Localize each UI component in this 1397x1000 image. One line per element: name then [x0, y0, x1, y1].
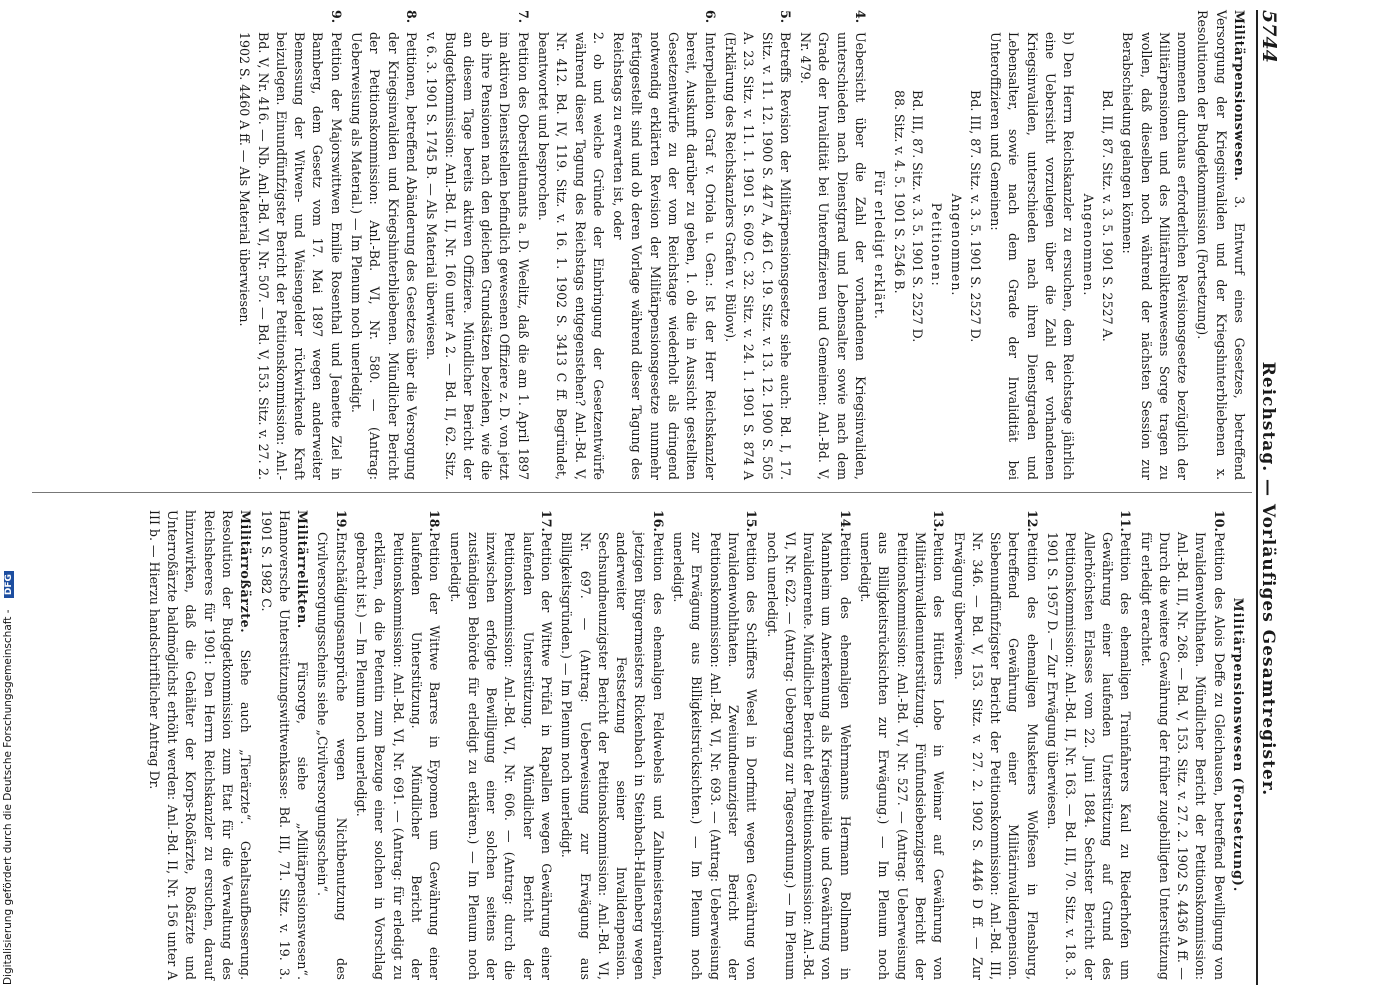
aerzte-entry [144, 510, 254, 980]
item-text: Petition des Oberstleutnants a. D. Weelitz, daß die am 1. April 1897 im aktiven Dienststellen befindlich gewesenen Offiziere z. D. von jetzt ab ihre Pensionen nach den gleichen Grundsätzen beziehen, wie die an diesem Tage bereits aktiven Offiziere. Mündlicher Bericht der Budgetkommission: Anl.-Bd. II, Nr. 160 unter A 2. — Bd. II, 62. Sitz. v. 6. 3. 1901 S. 1745 B. — Als Material überwiesen. [424, 32, 531, 480]
left-intro [1193, 10, 1248, 480]
item-text: Petition des Schiffers Wesel in Dorfmitt wegen Gewährung von Invalidenwohlthaten. Zweiundneunzigster Bericht der Petitionskommission: Anl.-Bd. VI, Nr. 693. — (Antrag: Ueberweisung zur Erwägung aus Billigkeitsrücksichten.) — Im Plenum noch unerledigt. [671, 532, 760, 980]
item-text: Uebersicht über die Zahl der vorhandenen Kriegsinvaliden, unterschieden nach Dienstgrad und Lebensalter sowie nach dem Grade der Invalidität bei Unteroffizieren und Gemeinen: Anl.-Bd. V, Nr. 479. [798, 32, 869, 480]
item-text: Petition des Hüttlers Lobe in Weimar auf Gewährung von Militärinvalidenunterstützung. Fünfundsiebenzigster Bericht der Petitionskommission: Anl.-Bd. VI, Nr. 527. — (Antrag: Ueberweisung aus Billigkeitsrücksichten zur Erwägung.) — Im Plenum noch unerledigt. [858, 532, 947, 980]
item-number: 18. [427, 510, 443, 532]
intro-text: 3. Entwurf eines Gesetzes, betreffend Versorgung der Kriegsinvaliden und der Kriegshinterbliebenen x. Resolutionen der Budgetkommission (Fortsetzung). [1195, 10, 1247, 481]
item-number: 9. [328, 10, 344, 24]
item-text: Petition der Wittwe Barres in Eypomen um Gewährung einer laufenden Unterstützung. Mündlicher Bericht der Petitionskommission: Anl.-Bd. VI, Nr. 691. — (Antrag: für erledigt zu erklären, da die Petentin zum Bezuge einer solchen in Vorschlag gebracht ist.) — Im Plenum noch unerledigt. [354, 532, 443, 980]
page-number: 5744 [1258, 10, 1280, 63]
item-number: 16. [650, 510, 666, 532]
list-item [347, 10, 420, 480]
right-column [142, 510, 1248, 980]
column-divider [32, 492, 1252, 493]
digitization-credit [2, 571, 14, 985]
list-item [609, 10, 719, 480]
list-item [352, 510, 443, 980]
item-number: 8. [403, 10, 419, 24]
item-text: Petition des ehemaligen Feldwebels und Zahlmeisteraspiranten, jetzigen Bürgermeisters Rickenbach in Steinbach-Hallenberg wegen anderweiter Festsetzung seiner Invalidenpension. Sechsundneunzigster Bericht der Petitionskommission: Anl.-Bd. VI, Nr. 697. — (Antrag: Ueberweisung zur Erwägung aus Billigkeitsgründen.) — Im Plenum noch unerledigt. [559, 532, 666, 980]
item-b-text: b) Den Herrn Reichskanzler zu ersuchen, dem Reichstage jährlich eine Uebersicht vorzulegen über die Zahl der vorhandenen Kriegsinvaliden, unterschieden nach ihren Dienstgraden und Lebensalter, sowie nach dem Grade der Invalidität bei Unteroffizieren und Gemeinen: [988, 32, 1077, 480]
list-item [721, 10, 794, 480]
relikten-heading: Militärrelikten. [295, 510, 311, 629]
petitionen-result: Für erledigt erklärt. [872, 170, 888, 320]
list-item [949, 510, 1040, 980]
petitionen-label: Petitionen: [929, 202, 945, 288]
item-number: 7. [515, 10, 531, 24]
item-text: Petition des Alois Deffe zu Gleichausen, betreffend Bewilligung von Invalidenwohlthaten. Mündlicher Bericht der Petitionskommission: Anl.-Bd. III, Nr. 268. — Bd. V, 153. Sitz. v. 27. 2. 1902 S. 4436 A ff. — Durch die weitere Gewährung der früher zugebilligten Unterstützung für erledigt erachtet. [1138, 532, 1227, 980]
petitionen-ref-2: 88. Sitz. v. 4. 5. 1901 S. 2546 B. [891, 90, 907, 294]
item-number: 6. [702, 10, 718, 24]
item-b-result: Angenommen. [948, 193, 964, 297]
list-item [557, 510, 667, 980]
item-number: 14. [837, 510, 853, 532]
item-number: 12. [1024, 510, 1040, 532]
item-number: 15. [744, 510, 760, 532]
aerzte-heading: Militärroßärzte. [238, 510, 254, 634]
credit-text: Digitalisierung gefördert durch die Deutsche Forschungsgemeinschaft - [2, 609, 14, 985]
item-b-ref: Bd. III, 87. Sitz. v. 3. 5. 1901 S. 2527 D. [967, 90, 983, 343]
section-heading: Militärpensionswesen. [1232, 10, 1247, 182]
item-number: 17. [539, 510, 555, 532]
page-header [1256, 10, 1292, 985]
item-text: Petition der Majorswittwen Emilie Rosenthal und Jeanette Ziel in Bamberg, dem Gesetz vom 17. Mai 1897 wegen anderweiter Bemessung der Witwen- und Waisengelder rückwirkende Kraft beizulegen. Einundfünfzigster Bericht der Petitionskommission: Anl.-Bd. V, Nr. 416. — Nb. Anl.-Bd. VI, Nr. 507. — Bd. V, 153. Sitz. v. 27. 2. 1902 S. 4460 A ff. — Als Material überwiesen. [237, 32, 344, 480]
item-number: 10. [1211, 510, 1227, 532]
item-a-result: Angenommen. [1080, 193, 1096, 297]
item-text: Petition des ehemaligen Trainfahrers Kaul zu Riederhofen um Gewährung einer laufenden Unterstützung auf Grund des Allerhöchsten Erlasses vom 22. Juni 1884. Sechster Bericht der Petitionskommission: Anl.-Bd. II, Nr. 163. — Bd. III, 70. Sitz. v. 18. 3. 1901 S. 1957 D. — Zur Erwägung überwiesen. [1045, 532, 1134, 980]
right-section-heading: Militärpensionswesen (Fortsetzung). [1231, 597, 1246, 893]
dfg-logo: DFG [4, 571, 14, 598]
list-item [796, 10, 869, 480]
petitionen-ref-1: Bd. III, 87. Sitz. v. 3. 5. 1901 S. 2527 D. [909, 90, 925, 343]
list-item [422, 10, 532, 480]
list-item [313, 510, 350, 980]
item-text: Petition des ehemaligen Musketiers Wolfesen in Flensburg, betreffend Gewährung einer Militärinvalidenpension. Siebenundfünfzigster Bericht der Petitionskommission: Anl.-Bd. III, Nr. 346. — Bd. V, 153. Sitz. v. 27. 2. 1902 S. 4446 D ff. — Zur Erwägung überwiesen. [951, 532, 1040, 980]
item-number: 5. [777, 10, 793, 24]
item-text: Betreffs Revision der Militärpensionsgesetze siehe auch: Bd. I, 17. Sitz. v. 11. 12. 1900 S. 447 A, 461 C. 19. Sitz. v. 13. 12. 1900 S. 505 A. 23. Sitz. v. 11. 1. 1901 S. 609 C. 32. Sitz. v. 24. 1. 1901 S. 874 A (Erklärung des Reichskanzlers Grafen v. Bülow). [722, 32, 793, 480]
item-number: 4. [853, 10, 869, 24]
item-number: 13. [931, 510, 947, 532]
list-item [1136, 510, 1227, 980]
item-text: Petition des ehemaligen Wehrmanns Hermann Bollmann in Mannheim um Anerkennung als Kriegsinvalide und Gewährung von Invalidenrente. Mündlicher Bericht der Petitionskommission: Anl.-Bd. VI, Nr. 622. — (Antrag: Uebergang zur Tagesordnung.) — Im Plenum noch unerledigt. [764, 532, 853, 980]
list-item [235, 10, 345, 480]
list-item [762, 510, 853, 980]
running-title: Reichstag. — Vorläufiges Gesamtregister. [1258, 361, 1278, 797]
item-text: Entschädigungsansprüche wegen Nichtbenutzung des Civilversorgungsscheins siehe „Civilversorgungsschein“. [315, 532, 349, 980]
item-a-text: nommenen durchaus erforderlichen Revisionsgesetze bezüglich der Militärpensionen und des Militärreliktenwesens Sorge tragen zu wollen, daß dieselben noch während der nächsten Session zur Berabschiedung gelangen können: [1120, 32, 1191, 480]
item-number: 11. [1118, 510, 1134, 532]
item-6-part-2: 2. ob und welche Gründe der Einbringung der Gesetzentwürfe während dieser Tagung des Reichstags entgegenstehen? Anl.-Bd. V, Nr. 412. Bd. IV, 119. Sitz. v. 16. 1. 1902 S. 3413 C ff. Begründet, beantwortet und besprochen. [536, 32, 606, 480]
item-number: 19. [333, 510, 349, 532]
left-column [233, 10, 1248, 480]
list-item [445, 510, 555, 980]
aerzte-text: Siehe auch „Tierärzte“. Gehaltsaufbesserung. Resolution der Budgetkommission zum Etat für die Verwaltung des Reichsheeres für 1901: Den Herrn Reichskanzler zu ersuchen, darauf hinzuwirken, daß die Gehälter der Korps-Roßärzte, Roßärzte und Unterroßärzte baldmöglichst erhöht werden: Anl.-Bd. II, Nr. 156 unter A III b. — Hierzu handschriftlicher Antrag Dr. [146, 510, 254, 980]
list-item [856, 510, 947, 980]
item-text: Interpellation Graf v. Oriola u. Gen.: Ist der Herr Reichskanzler bereit, Auskunft darüber zu geben, 1. ob die in Aussicht gestellten Gesetzentwürfe zu der vom Reichstage wiederholt als dringend notwendig erklärten Revision der Militärpensionsgesetze nunmehr fertiggestellt sind und ob deren Vorlage während dieser Tagung des Reichstags zu erwarten ist, oder [611, 32, 718, 480]
list-item [1043, 510, 1134, 980]
relikten-text: Fürsorge, siehe „Militärpensionswesen“. Hannoversche Unterstützungswittwenkasse: Bd. III, 71. Sitz. v. 19. 3. 1901 S. 1982 C. [258, 510, 311, 980]
list-item [669, 510, 760, 980]
item-a-ref: Bd. III, 87. Sitz. v. 3. 5. 1901 S. 2527 A. [1099, 90, 1115, 342]
item-text: Petition der Wittwe Prüfal in Rapallen wegen Gewährung einer laufenden Unterstützung. Mündlicher Bericht der Petitionskommission: Anl.-Bd. VI, Nr. 606. — (Antrag: durch die inzwischen erfolgte Bewilligung einer solchen seitens der zuständigen Behörde für erledigt zu erklären.) — Im Plenum noch unerledigt. [447, 532, 555, 980]
relikten-entry [256, 510, 311, 980]
item-text: Petitionen, betreffend Abänderung des Gesetzes über die Versorgung der Kriegsinvaliden und Kriegshinterbliebenen. Mündlicher Bericht der Petitionskommission: Anl.-Bd. VI, Nr. 580. — (Antrag: Ueberweisung als Material.) — Im Plenum noch unerledigt. [349, 32, 419, 480]
